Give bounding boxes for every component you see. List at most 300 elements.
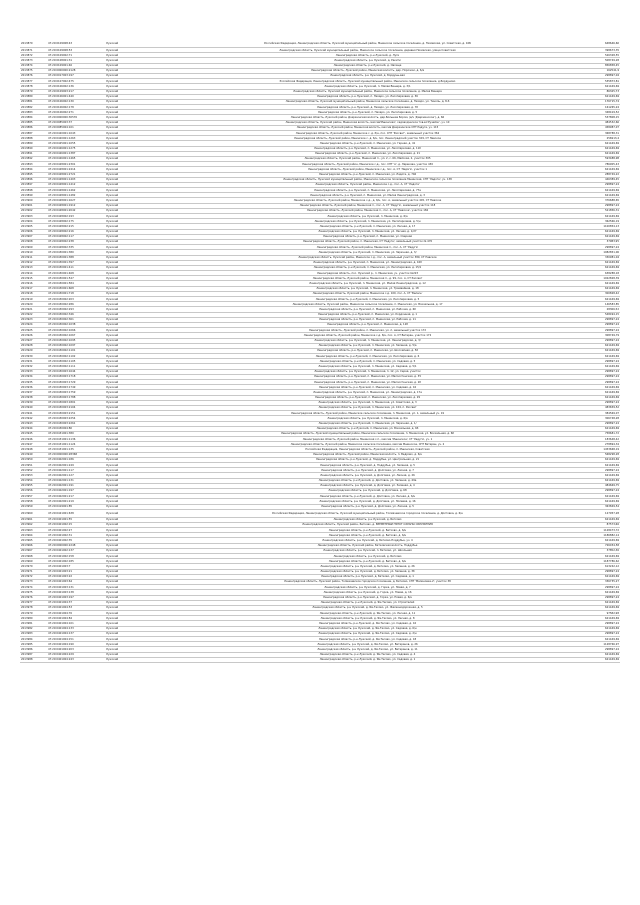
address: Ленинградская область, р-н Лужский, п. Мшинская, ул. Трамвайная, д. 18	[165, 286, 570, 291]
cadastral-number: 47:29:0430002:1066	[47, 328, 105, 333]
row-number: 2013963	[20, 528, 47, 533]
address: Российская Федерация, Ленинградская область, Лужский муниципальный район, Мшинское сельское поселение, д. Низовская, ул. Советская, д. 10Б	[165, 40, 570, 48]
district: Лужский	[105, 115, 165, 120]
row-number: 2013885	[20, 120, 47, 125]
cadastral-value: 330981,04	[570, 255, 620, 260]
cadastral-value: 621449,69	[570, 141, 620, 146]
district: Лужский	[105, 146, 165, 151]
address: Ленинградская область, Лужский муниципальный район, Мшинское сельское поселение, деревня Низовская, улица Советская	[165, 48, 570, 53]
cadastral-value: 621449,69	[570, 146, 620, 151]
cadastral-number: 47:29:0401001:55	[47, 517, 105, 522]
row-number: 2013915	[20, 276, 47, 281]
address: Ленинградская область, Лужский район, Мшинское с.д., д. б/н, пос. А, земельный участок 445, СТ Невское	[165, 198, 570, 203]
cadastral-value: 298897,24	[570, 182, 620, 187]
cadastral-number: 47:29:0425001:1055	[47, 141, 105, 146]
district: Лужский	[105, 442, 165, 447]
row-number: 2013875	[20, 68, 47, 73]
district: Лужский	[105, 131, 165, 136]
address: Ленинградская область, р-н Лужский, п. Пехаро, ул. Лесопарковая, д. 36	[165, 94, 570, 99]
district: Лужский	[105, 626, 165, 631]
row-number: 2013988	[20, 657, 47, 662]
cadastral-value: 621449,69	[570, 151, 620, 156]
address: Ленинградская область, р-н Лужский, п. Мшинская, ул. Малоохтенская, д. 2б	[165, 380, 570, 385]
address: Ленинградская область, р-н Лужский, п. Мшинская, ул. Лесопарковая, д. 6	[165, 354, 570, 359]
district: Лужский	[105, 141, 165, 146]
district: Лужский	[105, 437, 165, 442]
address: Ленинградская область, р-н Лужский, д. Ям-Тесово, ул. Садовая, д. 1	[165, 657, 570, 662]
cadastral-value: 621449,69	[570, 84, 620, 89]
row-number: 2013973	[20, 579, 47, 584]
row-number: 2013985	[20, 642, 47, 647]
address: Ленинградская область, Лужский район, Мшинское с. д. б/н, пос. СНТ 'Рассвет', земельный участок 362	[165, 131, 570, 136]
district: Лужский	[105, 499, 165, 504]
address: Ленинградская область, Лужский район, Мшинская п., пос. А, СТ 'Радуга'	[165, 245, 570, 250]
district: Лужский	[105, 616, 165, 621]
cadastral-number: 47:29:0430002:203	[47, 297, 105, 302]
cadastral-value: 336735,27	[570, 579, 620, 584]
cadastral-number: 47:29:0428001:2414	[47, 167, 105, 172]
cadastral-value: 508749,28	[570, 58, 620, 63]
cadastral-value: 621449,69	[570, 637, 620, 642]
cadastral-value: 1128473,72	[570, 528, 620, 533]
row-number: 2013960	[20, 509, 47, 517]
cadastral-number: 47:29:0430003:2151	[47, 411, 105, 416]
row-number: 2013947	[20, 442, 47, 447]
address: Ленинградская область, р-н Лужский, п. Мшинская, д. 6/а	[165, 416, 570, 421]
cadastral-number: 47:29:0017003:197	[47, 73, 105, 78]
address: Ленинградская область, р-н Лужский, д. Ям-Тесово, ул. Садовая, д. 18	[165, 637, 570, 642]
address: Ленинградская область, р-н Лужский, д. Бетково, ул. Зеленая, д. 26	[165, 564, 570, 569]
district: Лужский	[105, 400, 165, 405]
address: Ленинградская область, р-н Лужский, д. Ям-Тесово, ул. Садовая, д. 6/н	[165, 626, 570, 631]
address: Ленинградская область, р-н Лужский, п. Мшинская, ул. Заречная, д. 3/	[165, 250, 570, 255]
address: Ленинградская область, р-н Лужский, д. Бордуны-вая	[165, 73, 570, 78]
cadastral-value: 458987,07	[570, 125, 620, 130]
cadastral-value: 483659,52	[570, 405, 620, 410]
cadastral-value: 298897,24	[570, 595, 620, 600]
address: Ленинградская область, р-н Лужский, п. Мшинская, ул. Садовая, д. 16	[165, 385, 570, 390]
row-number: 2013879	[20, 89, 47, 94]
row-number: 2013931	[20, 359, 47, 364]
district: Лужский	[105, 125, 165, 130]
district: Лужский	[105, 359, 165, 364]
address: Ленинградская область, Лужский район, Бетково, д. ВРЕМЕННЫЙ ПУНКТ ОХРАНЫ ОКРУЖЕНИЯ	[165, 522, 570, 527]
cadastral-value: 621449,69	[570, 605, 620, 610]
row-number: 2013930	[20, 354, 47, 359]
district: Лужский	[105, 63, 165, 68]
district: Лужский	[105, 374, 165, 379]
district: Лужский	[105, 447, 165, 452]
cadastral-value: 548494,15	[570, 312, 620, 317]
district: Лужский	[105, 468, 165, 473]
address: Ленинградская область, Лужский муниципальный район, Мшинское сельское поселение, д. Малая Вишера	[165, 89, 570, 94]
cadastral-value: 298897,24	[570, 569, 620, 574]
district: Лужский	[105, 208, 165, 213]
district: Лужский	[105, 564, 165, 569]
cadastral-number: 47:29:0430001:397	[47, 260, 105, 265]
row-number: 2013876	[20, 73, 47, 78]
row-number: 2013932	[20, 364, 47, 369]
district: Лужский	[105, 559, 165, 564]
district: Лужский	[105, 590, 165, 595]
address: Ленинградская область, р-н Лужский, п. Мшинская, ул. Кордонная, д. 1	[165, 312, 570, 317]
address: Ленинградская область, Лужский район, Мшинская волость, массив'Мшинская', садоводческое тов-во'Ручейок', уч. 10	[165, 120, 570, 125]
cadastral-value: 621449,69	[570, 167, 620, 172]
row-number: 2013894	[20, 167, 47, 172]
district: Лужский	[105, 538, 165, 543]
district: Лужский	[105, 605, 165, 610]
cadastral-number: 47:29:0419001:85	[47, 504, 105, 509]
address: Ленинградская область, р-н Лужский, д. Ракити	[165, 58, 570, 63]
cadastral-number: 47:29:0428002:216	[47, 229, 105, 234]
district: Лужский	[105, 509, 165, 517]
row-number: 2013892	[20, 156, 47, 161]
address: Ленинградская область, р-н Лужский, д. Бетково, д. 6/н	[165, 533, 570, 538]
district: Лужский	[105, 224, 165, 229]
district: Лужский	[105, 276, 165, 281]
row-number: 2013929	[20, 348, 47, 353]
cadastral-value: 306748,28	[570, 416, 620, 421]
district: Лужский	[105, 488, 165, 493]
address: Ленинградская область, р-н Лужский, д. Бетково, д. 6/н	[165, 528, 570, 533]
cadastral-number: 47:29:0401004:84	[47, 616, 105, 621]
cadastral-number: 47:29:0401003:131	[47, 585, 105, 590]
address: Ленинградская область, р-н Лужский, п. Мшинская, ул. Лесопарковая, д. 29	[165, 395, 570, 400]
row-number: 2013972	[20, 574, 47, 579]
row-number: 2013872	[20, 53, 47, 58]
row-number: 2013871	[20, 48, 47, 53]
cadastral-number: 47:29:0428001:2301	[47, 162, 105, 167]
row-number: 2013891	[20, 151, 47, 156]
cadastral-value: 127957,28	[570, 509, 620, 517]
address: Ленинградская область, р-н Лужский, п. Мшинская, ул. Малая Ленинградская, д. 3	[165, 193, 570, 198]
cadastral-number: 47:29:0428001:1627	[47, 198, 105, 203]
district: Лужский	[105, 172, 165, 177]
cadastral-value-table	[20, 40, 620, 663]
cadastral-number: 47:29:0430003:1644	[47, 369, 105, 374]
cadastral-number: 47:29:0430004:80	[47, 426, 105, 431]
address: Ленинградская область, Лужский район, Мшинский п., ул. 2, с. 66, Майская, 2, участок 305	[165, 156, 570, 161]
cadastral-value: 368788,31	[570, 131, 620, 136]
cadastral-number: 47:29:0430002:1111	[47, 364, 105, 369]
row-number: 2013896	[20, 177, 47, 182]
address: Ленинградская область, р-н Лужский, д. Долговка, ул. Лесная, д. 26	[165, 473, 570, 478]
cadastral-value: 535873,81	[570, 79, 620, 84]
cadastral-number: 47:29:0401004:37	[47, 600, 105, 605]
cadastral-number: 47:29:0428001:1412	[47, 182, 105, 187]
cadastral-number: 47:29:0430003:1718	[47, 374, 105, 379]
row-number: 2013873	[20, 58, 47, 63]
row-number: 2013982	[20, 626, 47, 631]
address: Ленинградская область, Лужский район, Мшинская п., пос. А, СТ 'Невское', участок 184	[165, 208, 570, 213]
district: Лужский	[105, 657, 165, 662]
cadastral-value: 446389,45	[570, 177, 620, 182]
address: Ленинградская область, р-н Лужский, д. Долговка, ул. Лесная, д. 6/н	[165, 494, 570, 499]
district: Лужский	[105, 343, 165, 348]
row-number: 2013926	[20, 333, 47, 338]
cadastral-value: 621449,69	[570, 385, 620, 390]
district: Лужский	[105, 89, 165, 94]
district: Лужский	[105, 333, 165, 338]
district: Лужский	[105, 595, 165, 600]
row-number: 2013904	[20, 219, 47, 224]
row-number: 2013901	[20, 203, 47, 208]
cadastral-value: 183648,42	[570, 437, 620, 442]
cadastral-value: 1186882,14	[570, 533, 620, 538]
address: Ленинградская область, р-н Лужский, д. Бетково	[165, 517, 570, 522]
cadastral-number: 47:29:0109003:217	[47, 89, 105, 94]
district: Лужский	[105, 317, 165, 322]
district: Лужский	[105, 328, 165, 333]
cadastral-number: 47:29:0000000:2128	[47, 68, 105, 73]
district: Лужский	[105, 229, 165, 234]
address: Ленинградская область, Лужский район, Мшинское с.д. 100, пос. А, СТ 'Велесь'	[165, 291, 570, 296]
row-number: 2013890	[20, 146, 47, 151]
cadastral-value: 613242,12	[570, 564, 620, 569]
district: Лужский	[105, 234, 165, 239]
address: Ленинградская область, р-н Лужский, п. Мшинская, ул. Лесопарковая, д. 5	[165, 297, 570, 302]
cadastral-value: 256913,4	[570, 136, 620, 141]
cadastral-value: 621449,69	[570, 616, 620, 621]
address: Ленинградская область, р-н Лужский, п. Мшинская, ул. Лесная, д. 17	[165, 224, 570, 229]
row-number: 2013970	[20, 564, 47, 569]
district: Лужский	[105, 631, 165, 636]
district: Лужский	[105, 574, 165, 579]
row-number: 2013958	[20, 499, 47, 504]
cadastral-value: 1453668,19	[570, 447, 620, 452]
cadastral-number: 47:29:0430002:361	[47, 317, 105, 322]
address: Ленинградская область, Лужский район, Мшинское сельское поселение, массив Мшинское, СНТ Ветеран, уч. 2	[165, 442, 570, 447]
row-number: 2013902	[20, 208, 47, 213]
district: Лужский	[105, 533, 165, 538]
district: Лужский	[105, 385, 165, 390]
district: Лужский	[105, 110, 165, 115]
cadastral-number: 47:29:0000000:30576	[47, 115, 105, 120]
row-number: 2013881	[20, 99, 47, 104]
cadastral-value: 621449,69	[570, 478, 620, 483]
cadastral-value: 621449,69	[570, 260, 620, 265]
cadastral-number: 47:29:0402001:249	[47, 463, 105, 468]
address: Ленинградская область, Лужский район, Мшинская волость, дер. Порожки, д. 6/а	[165, 68, 570, 73]
address: Ленинградская область, р-н Лужский, д. Ям-Тесово, ул. Ветеранов, д. 26	[165, 642, 570, 647]
district: Лужский	[105, 642, 165, 647]
district: Лужский	[105, 40, 165, 48]
row-number: 2013909	[20, 245, 47, 250]
district: Лужский	[105, 48, 165, 53]
cadastral-value: 621449,69	[570, 188, 620, 193]
row-number: 2013888	[20, 136, 47, 141]
row-number: 2013965	[20, 538, 47, 543]
row-number: 2013964	[20, 533, 47, 538]
row-number: 2013975	[20, 590, 47, 595]
district: Лужский	[105, 517, 165, 522]
cadastral-value: 521856,31	[570, 208, 620, 213]
row-number: 2013980	[20, 616, 47, 621]
cadastral-value: 176715,74	[570, 99, 620, 104]
cadastral-number: 47:29:0426001:1387	[47, 151, 105, 156]
cadastral-number: 47:29:0402001:131	[47, 478, 105, 483]
district: Лужский	[105, 271, 165, 276]
cadastral-number: 47:29:0430002:346	[47, 312, 105, 317]
cadastral-value: 593488,98	[570, 156, 620, 161]
district: Лужский	[105, 494, 165, 499]
cadastral-number: 47:29:0430002:1101	[47, 348, 105, 353]
cadastral-number: 47:29:0430001:718	[47, 291, 105, 296]
address: Ленинградская область, р-н Лужский, д. Ям-Тесово, ул. Лесная, д. 11	[165, 611, 570, 616]
cadastral-number: 47:29:0426001:1465	[47, 156, 105, 161]
district: Лужский	[105, 463, 165, 468]
cadastral-value: 1022828,39	[570, 276, 620, 281]
cadastral-number: 47:29:0426001:1275	[47, 146, 105, 151]
district: Лужский	[105, 569, 165, 574]
cadastral-value: 621449,69	[570, 626, 620, 631]
cadastral-value: 298897,24	[570, 631, 620, 636]
district: Лужский	[105, 79, 165, 84]
cadastral-value: 278894,34	[570, 442, 620, 447]
cadastral-number: 47:29:0401004:229	[47, 652, 105, 657]
address: Ленинградская область, р-н Лужский, п. Мшинская, ул. Зеленая, д. 5/а	[165, 343, 570, 348]
district: Лужский	[105, 203, 165, 208]
address: Ленинградская область, Лужский район, Мшинское сельское поселение, п. Мшинская, ул. Вокзальная, д. 17	[165, 302, 570, 307]
cadastral-number: 47:29:0430001:411	[47, 265, 105, 270]
cadastral-number: 47:29:0108001:31	[47, 58, 105, 63]
cadastral-number: 47:29:0106002:136	[47, 84, 105, 89]
cadastral-value: 621449,69	[570, 390, 620, 395]
district: Лужский	[105, 554, 165, 559]
row-number: 2013954	[20, 478, 47, 483]
cadastral-value: 621449,69	[570, 94, 620, 99]
address: Ленинградская область, Лужский район, Мшинская волость, п. Ведрово, д. 6/н	[165, 452, 570, 457]
row-number: 2013933	[20, 369, 47, 374]
cadastral-number: 47:29:0430002:286	[47, 302, 105, 307]
cadastral-value: 621449,69	[570, 652, 620, 657]
district: Лужский	[105, 260, 165, 265]
address: Ленинградская область, Лужский район, Мшинская с.п., массив 'Мшинское', СТ 'Радуга', уч. 1	[165, 437, 570, 442]
row-number: 2013907	[20, 234, 47, 239]
cadastral-number: 47:29:0401002:35	[47, 538, 105, 543]
cadastral-value: 298897,24	[570, 317, 620, 322]
cadastral-number: 47:29:0401002:31	[47, 533, 105, 538]
row-number: 2013870	[20, 40, 47, 48]
cadastral-number: 47:29:0431001:1124	[47, 442, 105, 447]
cadastral-value: 298897,24	[570, 338, 620, 343]
cadastral-value: 568298,28	[570, 452, 620, 457]
district: Лужский	[105, 380, 165, 385]
district: Лужский	[105, 354, 165, 359]
cadastral-number: 47:29:0085004:101	[47, 125, 105, 130]
cadastral-number: 47:29:0428001:1912	[47, 203, 105, 208]
address: Ленинградская область, Лужский муниципальный район, Мшинское сельское поселение, п. Мшинская, ул. Вокзальная, д. 6б	[165, 431, 570, 436]
district: Лужский	[105, 105, 165, 110]
row-number: 2013952	[20, 468, 47, 473]
row-number: 2013945	[20, 431, 47, 436]
cadastral-number: 47:29:0431001:1136	[47, 437, 105, 442]
row-number: 2013924	[20, 322, 47, 327]
district: Лужский	[105, 167, 165, 172]
district: Лужский	[105, 322, 165, 327]
cadastral-number: 47:29:0430002:1038	[47, 322, 105, 327]
cadastral-number: 47:29:0402001:219	[47, 499, 105, 504]
district: Лужский	[105, 281, 165, 286]
cadastral-number: 47:29:0401004:53	[47, 605, 105, 610]
district: Лужский	[105, 364, 165, 369]
cadastral-number: 47:29:0428001:1403	[47, 177, 105, 182]
cadastral-value: 298897,24	[570, 647, 620, 652]
cadastral-value: 856858,45	[570, 63, 620, 68]
cadastral-number: 47:29:0430002:1067	[47, 333, 105, 338]
address: Ленинградская область, р-н Лужский, д. Бетково	[165, 554, 570, 559]
cadastral-value: 621449,69	[570, 354, 620, 359]
row-number: 2013966	[20, 543, 47, 548]
address: Ленинградская область, р-н Лужский, д. Горка, ул. Новая, д. 6/н	[165, 595, 570, 600]
row-number: 2013941	[20, 411, 47, 416]
cadastral-value: 1082851,06	[570, 250, 620, 255]
address: Ленинградская область, р-н Лужский, п. Мшинская, ул. Озерная	[165, 234, 570, 239]
address: Ленинградская область, р-н Лужский, д. Поддубье, ул. Зеленая, д. 5	[165, 463, 570, 468]
row-number: 2013883	[20, 110, 47, 115]
district: Лужский	[105, 265, 165, 270]
cadastral-number: 47:29:0107002:475	[47, 79, 105, 84]
cadastral-number: 47:29:0430003:1729	[47, 380, 105, 385]
cadastral-value: 621449,69	[570, 229, 620, 234]
row-number: 2013959	[20, 504, 47, 509]
address: Ленинградская область, Лужский район, Мшинское с. д. б/н, пос. Ленинградский участок 329, СТ Невское	[165, 136, 570, 141]
row-number: 2013938	[20, 395, 47, 400]
cadastral-number: 47:29:0430002:1102	[47, 354, 105, 359]
cadastral-value: 298897,24	[570, 468, 620, 473]
cadastral-number: 47:29:0106002:130	[47, 99, 105, 104]
cadastral-value: 298897,24	[570, 488, 620, 493]
cadastral-number: 47:29:0402001:197	[47, 488, 105, 493]
address: Ленинградская область, р-н Лужский, п. Мшинская, ул. Садовая, д. 5	[165, 359, 570, 364]
cadastral-value: 648646,60	[570, 40, 620, 48]
cadastral-number: 47:29:0000000:28368	[47, 452, 105, 457]
district: Лужский	[105, 84, 165, 89]
cadastral-number: 47:29:0109002:71	[47, 53, 105, 58]
cadastral-value: 300828,42	[570, 291, 620, 296]
row-number: 2013908	[20, 239, 47, 244]
cadastral-number: 47:29:0401002:15	[47, 522, 105, 527]
address: Ленинградская область, р-н Лужский, п. Мшинская, ул. 104, п. Рассвет	[165, 405, 570, 410]
row-number: 2013921	[20, 307, 47, 312]
address: Ленинградская область, р-н Лужский, д. Горка, ул. Новая, д. 16	[165, 590, 570, 595]
row-number: 2013956	[20, 488, 47, 493]
address: Российская Федерация, Ленинградская область, Лужский муниципальный район, Толмачевское городское поселение, д. Долговка, д. 6/н	[165, 509, 570, 517]
row-number: 2013961	[20, 517, 47, 522]
district: Лужский	[105, 136, 165, 141]
district: Лужский	[105, 483, 165, 488]
row-number: 2013987	[20, 652, 47, 657]
cadastral-number: 47:29:0430003:2254	[47, 416, 105, 421]
address: Ленинградская область, р-н Лужский, д. Бетково-Поддубье, уч. 4	[165, 538, 570, 543]
cadastral-number: 47:29:0430003:2261	[47, 421, 105, 426]
district: Лужский	[105, 99, 165, 104]
district: Лужский	[105, 478, 165, 483]
row-number: 2013903	[20, 214, 47, 219]
row-number: 2013949	[20, 452, 47, 457]
cadastral-value: 621449,69	[570, 426, 620, 431]
address: Ленинградская область, р-н Лужский, д. Долговка, ул. Зеленая, д. 49а	[165, 478, 570, 483]
address: Ленинградская область, р-н Лужский, д. Поддубье, ул. Центральная, д. 21	[165, 457, 570, 462]
cadastral-value: 298897,24	[570, 328, 620, 333]
cadastral-number: 47:29:0430002:293	[47, 307, 105, 312]
cadastral-number: 47:29:0401003:22	[47, 574, 105, 579]
cadastral-number: 47:29:0085003:37	[47, 120, 105, 125]
cadastral-value: 726034,58	[570, 543, 620, 548]
cadastral-value: 87573,66	[570, 522, 620, 527]
address: Ленинградская область, р-н Лужский, д. Луги	[165, 53, 570, 58]
row-number: 2013911	[20, 255, 47, 260]
